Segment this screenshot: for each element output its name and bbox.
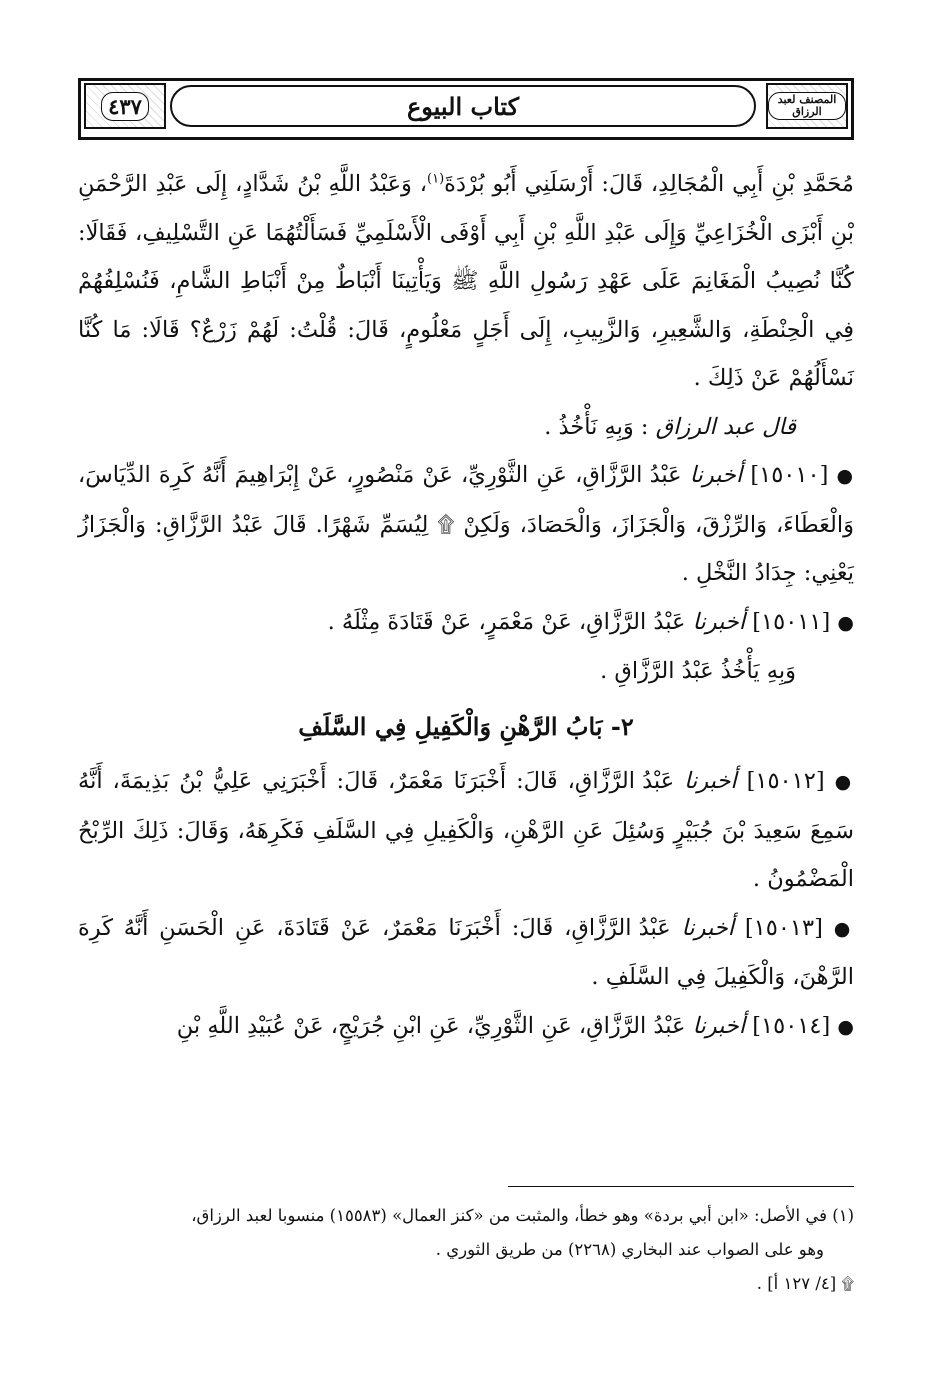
page-header: [78, 78, 854, 140]
bullet-icon: ●: [833, 917, 855, 940]
hadith-text: عَبْدُ الرَّزَّاقِ، عَنِ الثَّوْرِيِّ، عَنْ مَنْصُورٍ، عَنْ إِبْرَاهِيمَ أَنَّهُ كَرِهَ الدِّيَاسَ، وَالْعَطَاءَ، وَالرِّزْقَ، وَالْجَزَازَ، وَالْحَصَادَ، وَلَكِنْ ۩ لِيُسَمِّ شَهْرًا. قَالَ عَبْدُ الرَّزَّاقِ: وَالْجَزَازُ يَعْنِي: جِدَادُ النَّخْلِ .: [78, 462, 854, 586]
page-number: ٤٣٧: [101, 92, 149, 121]
speaker-label: قال عبد الرزاق: [655, 413, 796, 440]
book-logo: المصنف لعبد الرزاق: [768, 92, 846, 120]
paragraph-continuation: [78, 160, 854, 403]
page-number-ornament: [84, 83, 166, 129]
hadith-15013: [78, 904, 854, 1002]
narration-formula: أخبرنا: [681, 914, 735, 941]
hadith-15011: [78, 598, 854, 648]
chapter-heading: ٢- بَابُ الرَّهْنِ وَالْكَفِيلِ فِي السَّلَفِ: [298, 711, 634, 741]
narration-formula: أخبرنا: [692, 608, 746, 635]
hadith-number: [١٥٠١٠]: [750, 462, 829, 488]
hadith-15010: [78, 451, 854, 598]
footnotes: [78, 1199, 854, 1301]
book-logo-ornament: [766, 83, 848, 129]
bullet-icon: ●: [837, 611, 854, 634]
footnote-1-continued: وهو على الصواب عند البخاري (٢٢٦٨) من طريق الثوري .: [435, 1240, 824, 1259]
footnote-ref: (١): [427, 171, 445, 187]
bullet-icon: ●: [834, 771, 854, 793]
hadith-text: عَبْدُ الرَّزَّاقِ، عَنْ مَعْمَرٍ، عَنْ قَتَادَةَ مِثْلَهُ .: [327, 608, 686, 635]
bullet-icon: ●: [837, 1015, 854, 1038]
paragraph-text-b: ، وَعَبْدُ اللَّهِ بْنُ شَدَّادٍ، إِلَى عَبْدِ الرَّحْمَنِ بْنِ أَبْزَى الْخُزَاعِيِّ وَإِلَى عَبْدِ اللَّهِ بْنِ أَبِي أَوْفَى الْأَسْلَمِيِّ فَسَأَلْتُهُمَا عَنِ التَّسْلِيفِ، فَقَالَا: كُنَّا نُصِيبُ الْمَغَانِمَ عَلَى عَهْدِ رَسُولِ اللَّهِ ﷺ وَيَأْتِينَا أَنْبَاطٌ مِنْ أَنْبَاطِ الشَّامِ، فَنُسْلِفُهُمْ فِي الْحِنْطَةِ، وَالشَّعِيرِ، وَالزَّبِيبِ، إِلَى أَجَلٍ مَعْلُومٍ، قَالَ: قُلْتُ: لَهُمْ زَرْعٌ؟ قَالَا: مَا كُنَّا نَسْأَلُهُمْ عَنْ ذَلِكَ .: [78, 171, 854, 391]
hadith-15012: [78, 757, 854, 904]
running-title: كتاب البيوع: [406, 91, 520, 121]
footnote-1: (١) في الأصل: «ابن أبي بردة» وهو خطأ، والمثبت من «كنز العمال» (١٥٥٨٣) منسوبا لعبد الرزاق،: [191, 1206, 854, 1225]
paragraph-text-a: مُحَمَّدِ بْنِ أَبِي الْمُجَالِدِ، قَالَ: أَرْسَلَنِي أَبُو بُرْدَةَ: [444, 171, 854, 197]
hadith-15014: [78, 1002, 854, 1052]
abdurrazzaq-remark: [78, 403, 854, 452]
hadith-text: عَبْدُ الرَّزَّاقِ، قَالَ: أَخْبَرَنَا مَعْمَرٌ، عَنْ قَتَادَةَ، عَنِ الْحَسَنِ أَنَّهُ كَرِهَ الرَّهْنَ، وَالْكَفِيلَ فِي السَّلَفِ .: [78, 914, 854, 990]
hadith-number: [١٥٠١٤]: [752, 1012, 831, 1039]
footnote-divider: [508, 1186, 854, 1187]
main-text: [78, 160, 854, 1051]
hadith-text: عَبْدُ الرَّزَّاقِ، عَنِ الثَّوْرِيِّ، عَنِ ابْنِ جُرَيْجٍ، عَنْ عُبَيْدِ اللَّهِ بْنِ: [176, 1012, 686, 1039]
remark-text: : وَبِهِ نَأْخُذُ .: [544, 413, 649, 440]
hadith-number: [١٥٠١٣]: [744, 914, 823, 941]
bullet-icon: ●: [836, 465, 855, 487]
narration-formula: أخبرنا: [692, 1012, 746, 1039]
hadith-text: عَبْدُ الرَّزَّاقِ، قَالَ: أَخْبَرَنَا مَعْمَرٌ، قَالَ: أَخْبَرَنِي عَلِيُّ بْنُ بَذِيمَةَ، أَنَّهُ سَمِعَ سَعِيدَ بْنَ جُبَيْرٍ وَسُئِلَ عَنِ الرَّهْنِ، وَالْكَفِيلِ فِي السَّلَفِ فَكَرِهَهُ، وَقَالَ: ذَلِكَ الرِّبْحُ الْمَضْمُونُ .: [78, 768, 854, 892]
narration-formula: أخبرنا: [684, 768, 737, 794]
hadith-number: [١٥٠١١]: [752, 608, 831, 635]
abdurrazzaq-remark-2: وَبِهِ يَأْخُذُ عَبْدُ الرَّزَّاقِ .: [600, 658, 796, 684]
folio-reference: ۩ [٤/ ١٢٧ أ] .: [756, 1274, 854, 1293]
narration-formula: أخبرنا: [689, 462, 743, 488]
hadith-number: [١٥٠١٢]: [746, 768, 825, 794]
running-title-cartouche: [170, 85, 756, 127]
